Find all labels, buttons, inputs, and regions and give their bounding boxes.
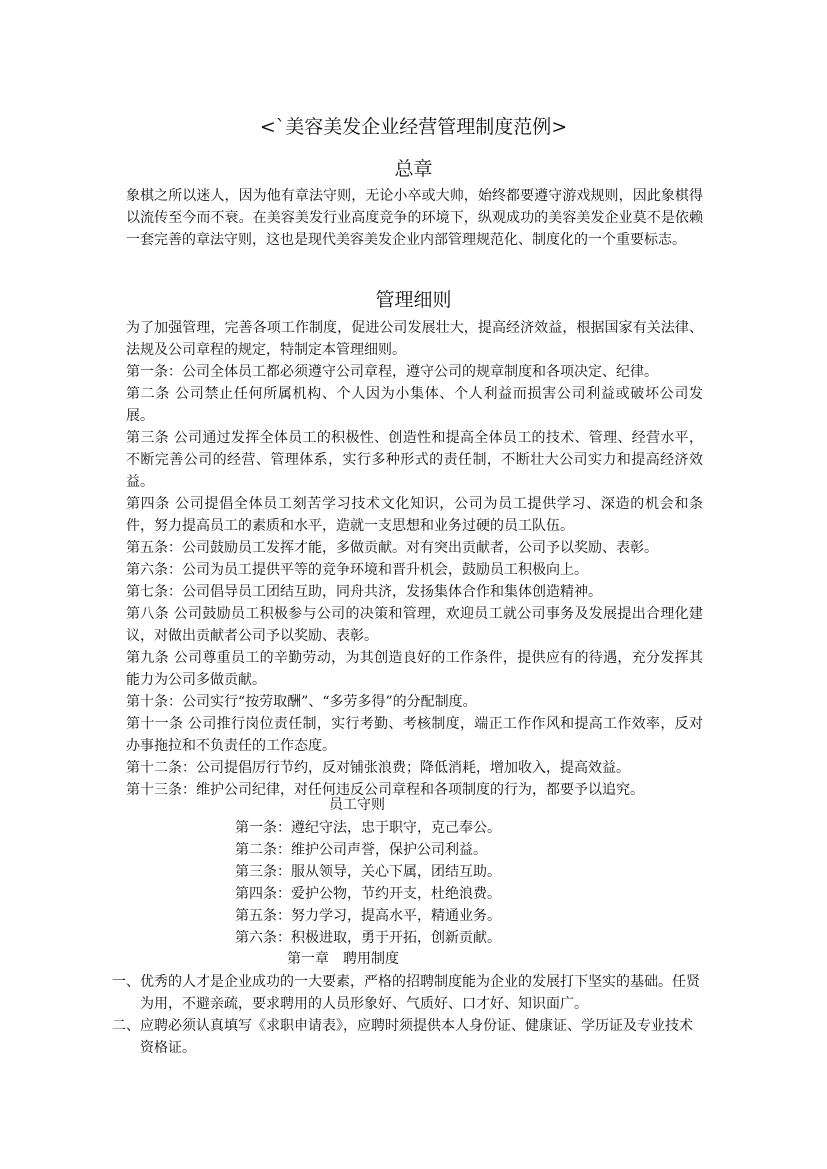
rule-article-11: 第十一条 公司推行岗位责任制，实行考勤、考核制度，端正工作作风和提高工作效率，反对办事拖拉和不负责任的工作态度。	[126, 716, 703, 754]
code-item-1: 第一条：遵纪守法，忠于职守，克己奉公。	[235, 820, 501, 836]
code-item-3: 第三条：服从领导，关心下属，团结互助。	[235, 864, 501, 880]
document-title: <`美容美发企业经营管理制度范例>	[259, 116, 568, 138]
chapter1-heading: 第一章 聘用制度	[287, 951, 399, 967]
chapter1-section	[112, 971, 703, 1059]
code-item-6: 第六条：积极进取，勇于开拓，创新贡献。	[235, 930, 501, 946]
rule-article-10: 第十条：公司实行“按劳取酬”、“多劳多得”的分配制度。	[126, 694, 477, 710]
code-heading: 员工守则	[329, 797, 385, 813]
code-item-5: 第五条：努力学习，提高水平，精通业务。	[235, 908, 501, 924]
rule-article-3: 第三条 公司通过发挥全体员工的积极性、创造性和提高全体员工的技术、管理、经营水平，不断完善公司的经营、管理体系，实行多种形式的责任制，不断壮大公司实力和提高经济效益。	[126, 430, 703, 490]
code-item-2: 第二条：维护公司声誉，保护公司利益。	[235, 842, 487, 858]
rule-article-6: 第六条：公司为员工提供平等的竞争环境和晋升机会，鼓励员工积极向上。	[126, 562, 588, 578]
rule-article-5: 第五条：公司鼓励员工发挥才能，多做贡献。对有突出贡献者，公司予以奖励、表彰。	[126, 540, 658, 556]
rule-article-7: 第七条：公司倡导员工团结互助，同舟共济，发扬集体合作和集体创造精神。	[126, 584, 602, 600]
rule-article-9: 第九条 公司尊重员工的辛勤劳动，为其创造良好的工作条件，提供应有的待遇，充分发挥其能力为公司多做贡献。	[126, 650, 703, 688]
rules-intro: 为了加强管理，完善各项工作制度，促进公司发展壮大，提高经济效益，根据国家有关法律、法规及公司章程的规定，特制定本管理细则。	[126, 320, 703, 358]
rule-article-1: 第一条：公司全体员工都必须遵守公司章程，遵守公司的规章制度和各项决定、纪律。	[126, 364, 658, 380]
rule-article-4: 第四条 公司提倡全体员工刻苦学习技术文化知识，公司为员工提供学习、深造的机会和条件，努力提高员工的素质和水平，造就一支思想和业务过硬的员工队伍。	[126, 496, 703, 534]
code-item-4: 第四条：爱护公物，节约开支，杜绝浪费。	[235, 886, 501, 902]
rules-section	[126, 317, 703, 801]
rule-article-13: 第十三条：维护公司纪律，对任何违反公司章程和各项制度的行为，都要予以追究。	[126, 782, 644, 798]
rule-article-2: 第二条 公司禁止任何所属机构、个人因为小集体、个人利益而损害公司利益或破坏公司发展。	[126, 386, 703, 424]
rule-article-8: 第八条 公司鼓励员工积极参与公司的决策和管理，欢迎员工就公司事务及发展提出合理化建议，对做出贡献者公司予以奖励、表彰。	[126, 606, 703, 644]
general-heading: 总章	[394, 158, 433, 180]
rules-heading: 管理细则	[375, 289, 452, 311]
rule-article-12: 第十二条：公司提倡厉行节约，反对铺张浪费；降低消耗，增加收入，提高效益。	[126, 760, 630, 776]
general-paragraph: 象棋之所以迷人，因为他有章法守则，无论小卒或大帅，始终都要遵守游戏规则，因此象棋得以流传至今而不衰。在美容美发行业高度竞争的环境下，纵观成功的美容美发企业莫不是依赖一套完善的章法守则，这也是现代美容美发企业内部管理规范化、制度化的一个重要标志。	[126, 188, 703, 248]
chapter1-item-1: 一、优秀的人才是企业成功的一大要素，严格的招聘制度能为企业的发展打下坚实的基础。任贤为用，不避亲疏，要求聘用的人员形象好、气质好、口才好、知识面广。	[112, 974, 700, 1012]
chapter1-item-2: 二、应聘必须认真填写《求职申请表》，应聘时须提供本人身份证、健康证、学历证及专业技术资格证。	[112, 1018, 693, 1056]
general-section	[126, 185, 703, 251]
